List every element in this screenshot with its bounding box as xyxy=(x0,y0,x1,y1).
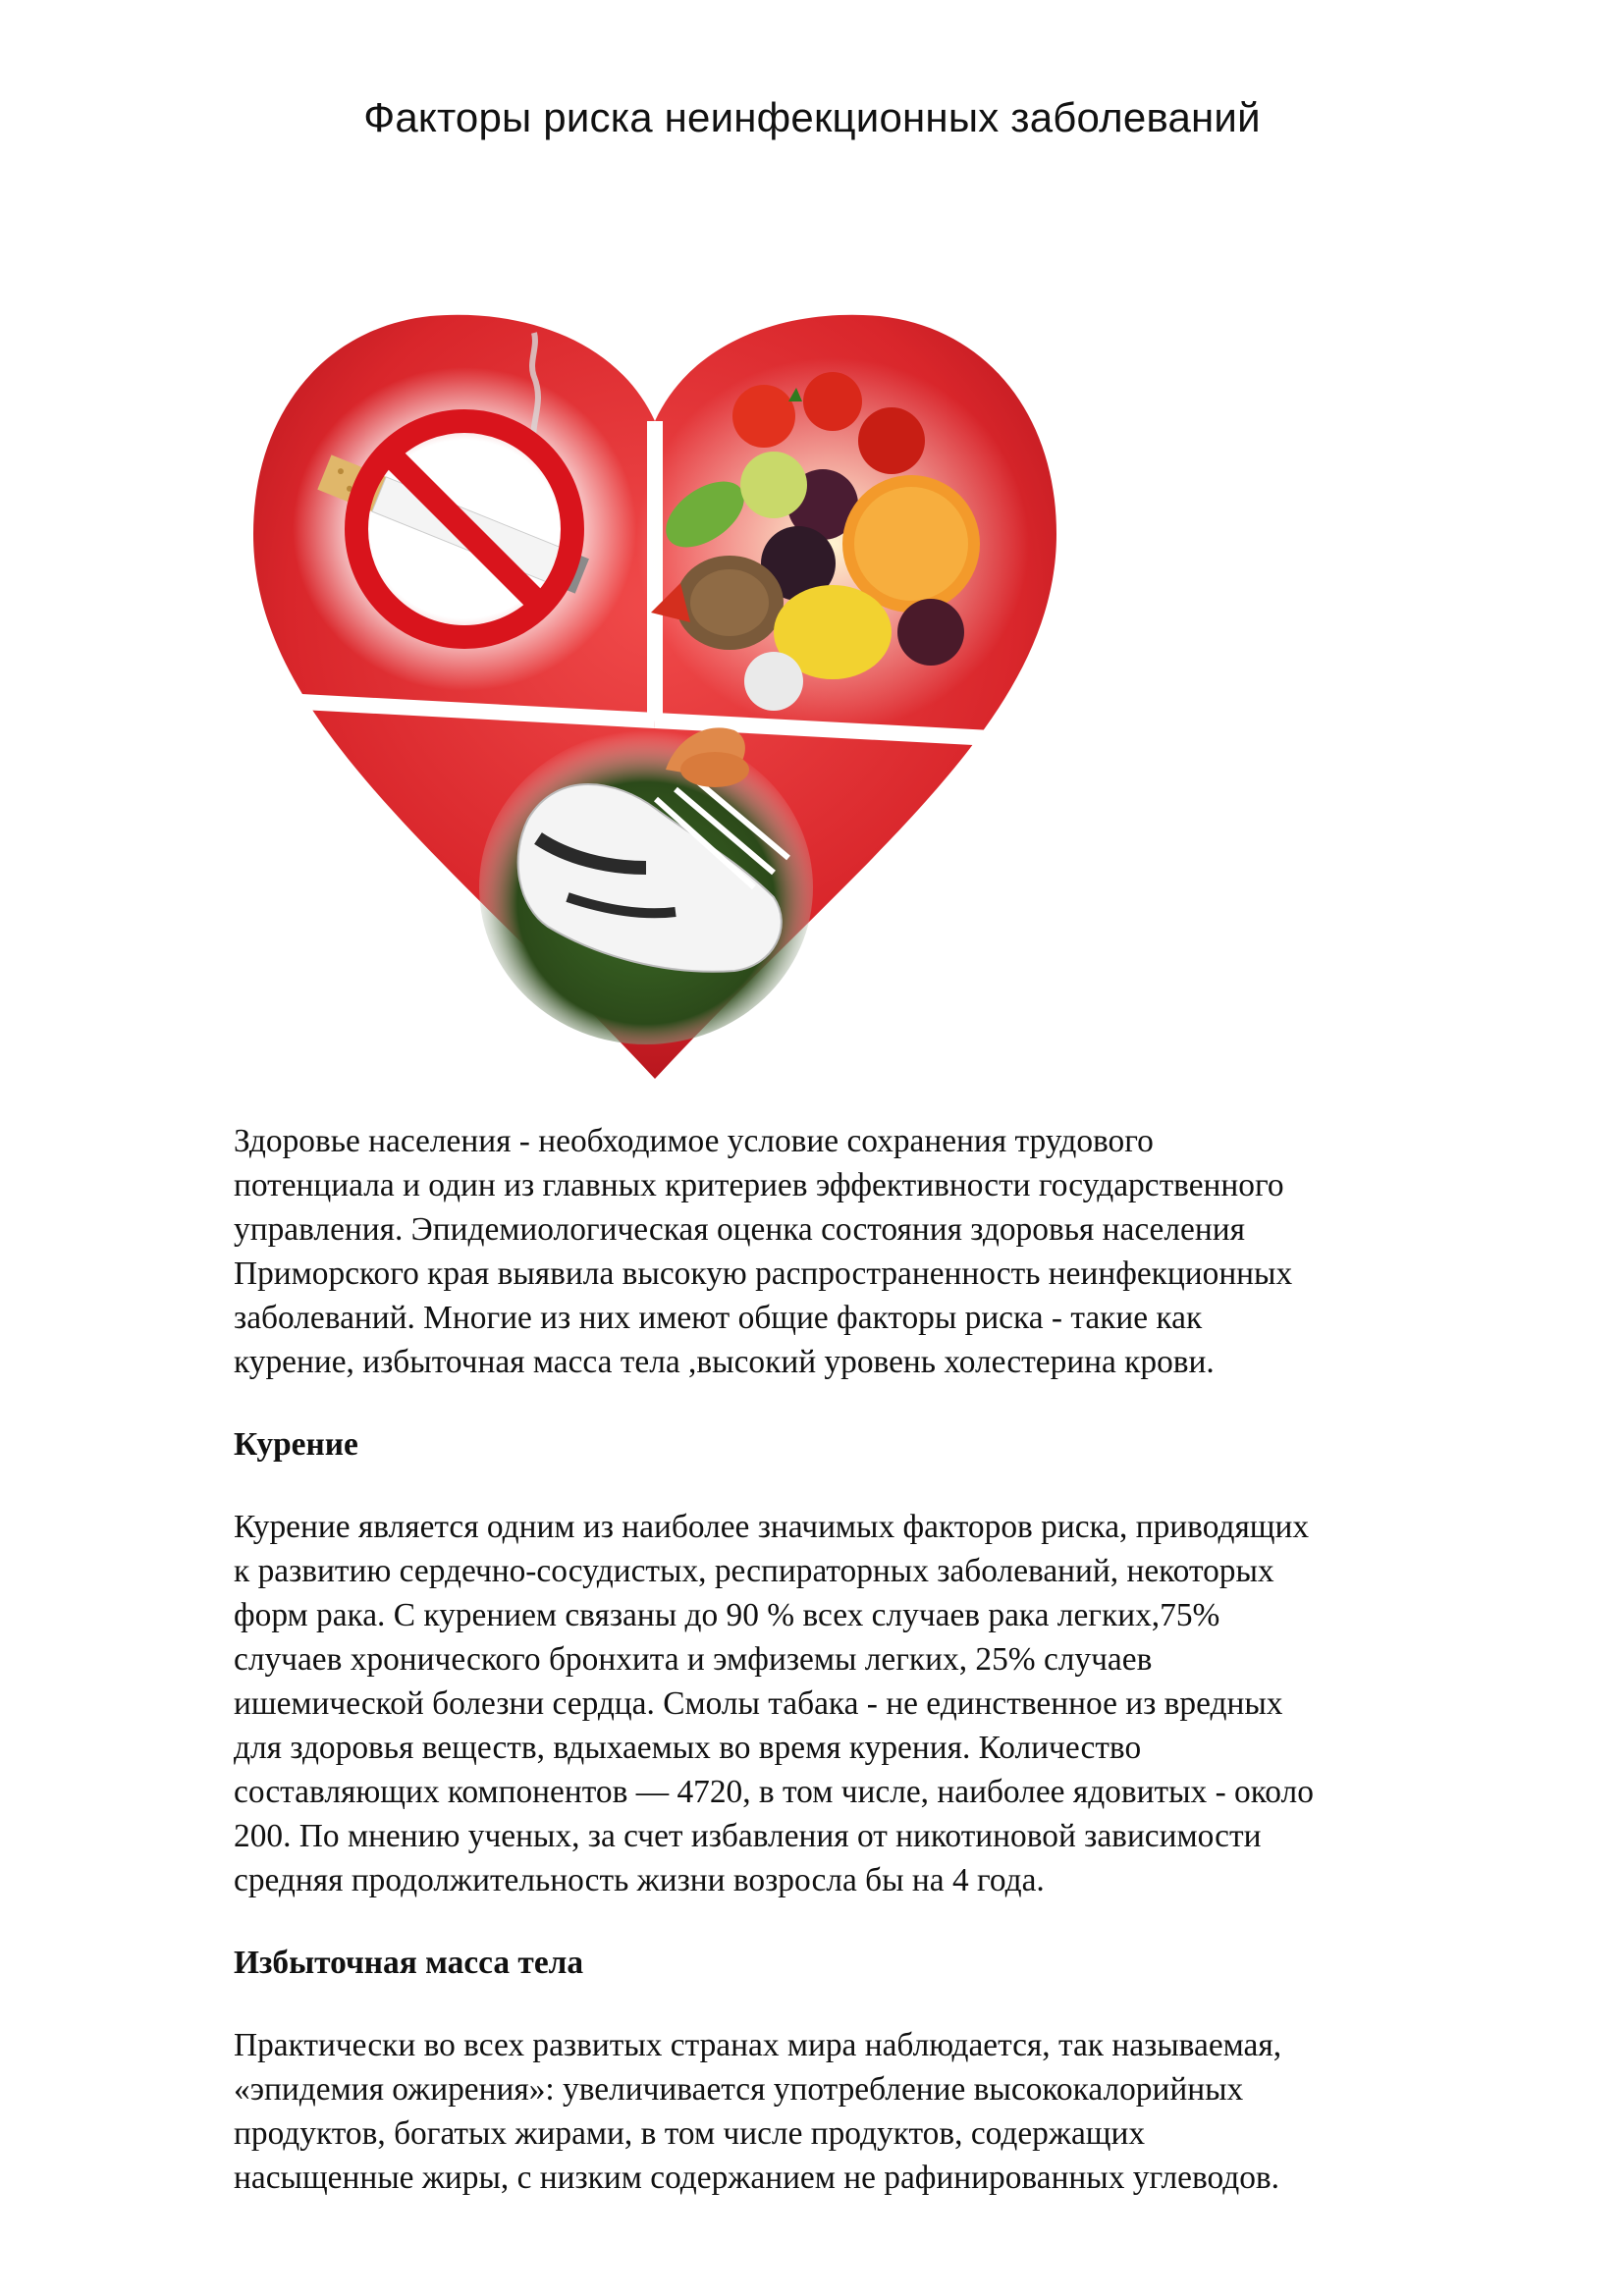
section-body-smoking xyxy=(234,1505,1510,1902)
intro-line: управления. Эпидемиологическая оценка состояния здоровья населения xyxy=(234,1211,1245,1248)
intro-line: потенциала и один из главных критериев эффективности государственного xyxy=(234,1167,1284,1203)
intro-paragraph xyxy=(234,1119,1510,1384)
section-heading-overweight: Избыточная масса тела xyxy=(234,1945,584,1981)
section-body-overweight xyxy=(234,2023,1510,2200)
body-line: 200. По мнению ученых, за счет избавления от никотиновой зависимости xyxy=(234,1818,1262,1854)
body-line: к развитию сердечно-сосудистых, респираторных заболеваний, некоторых xyxy=(234,1553,1274,1589)
article-body xyxy=(234,1119,1510,2238)
body-line: для здоровья веществ, вдыхаемых во время курения. Количество xyxy=(234,1730,1142,1766)
page-title: Факторы риска неинфекционных заболеваний xyxy=(363,94,1261,140)
section-heading-smoking: Курение xyxy=(234,1426,358,1463)
body-line: насыщенные жиры, с низким содержанием не рафинированных углеводов. xyxy=(234,2160,1280,2196)
intro-line: Здоровье населения - необходимое условие сохранения трудового xyxy=(234,1123,1154,1159)
body-line: средняя продолжительность жизни возросла бы на 4 года. xyxy=(234,1862,1045,1898)
body-line: продуктов, богатых жирами, в том числе продуктов, содержащих xyxy=(234,2115,1146,2152)
body-line: ишемической болезни сердца. Смолы табака - не единственное из вредных xyxy=(234,1685,1283,1722)
sneaker-exercise-icon xyxy=(479,727,813,1044)
body-line: случаев хронического бронхита и эмфиземы легких, 25% случаев xyxy=(234,1641,1153,1678)
body-line: форм рака. С курением связаны до 90 % всех случаев рака легких,75% xyxy=(234,1597,1220,1633)
intro-line: Приморского края выявила высокую распространенность неинфекционных xyxy=(234,1255,1293,1292)
body-line: Практически во всех развитых странах мира наблюдается, так называемая, xyxy=(234,2027,1282,2063)
heart-illustration xyxy=(244,308,1066,1084)
body-line: «эпидемия ожирения»: увеличивается употребление высококалорийных xyxy=(234,2071,1244,2108)
intro-line: заболеваний. Многие из них имеют общие факторы риска - такие как xyxy=(234,1300,1203,1336)
body-line: составляющих компонентов — 4720, в том числе, наиболее ядовитых - около xyxy=(234,1774,1314,1810)
fruits-vegetables-icon xyxy=(636,357,1029,730)
body-line: Курение является одним из наиболее значимых факторов риска, приводящих xyxy=(234,1509,1310,1545)
intro-line: курение, избыточная масса тела ,высокий уровень холестерина крови. xyxy=(234,1344,1215,1380)
